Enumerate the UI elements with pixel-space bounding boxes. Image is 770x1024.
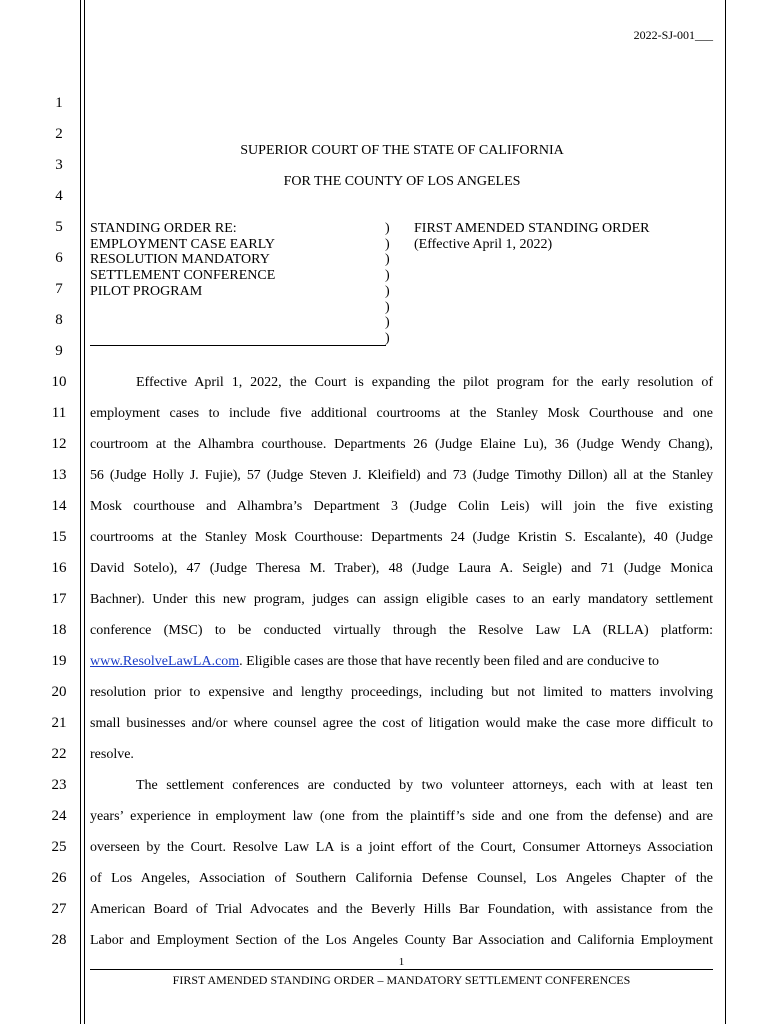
body-line: Labor and Employment Section of the Los Angeles County Bar Association and California Employment — [90, 933, 713, 948]
body-line-text: . Eligible cases are those that have recently been filed and are conducive to — [239, 654, 659, 669]
caption-paren: ) — [385, 268, 390, 284]
page-number: 1 — [398, 956, 405, 968]
line-number: 23 — [51, 777, 67, 793]
line-number: 13 — [51, 467, 67, 483]
line-number: 24 — [51, 808, 67, 824]
body-line: overseen by the Court. Resolve Law LA is a joint effort of the Court, Consumer Attorneys Association — [90, 840, 713, 855]
footer-rule — [90, 969, 713, 970]
body-line: years’ experience in employment law (one from the plaintiff’s side and one from the defense) and are — [90, 809, 713, 824]
line-number: 22 — [51, 746, 67, 762]
body-line: Mosk courthouse and Alhambra’s Department 3 (Judge Colin Leis) will join the five existing — [90, 499, 713, 514]
line-number: 10 — [51, 374, 67, 390]
body-line: resolution prior to expensive and lengthy proceedings, including but not limited to matters involving — [90, 685, 713, 700]
line-number: 18 — [51, 622, 67, 638]
line-number: 15 — [51, 529, 67, 545]
resolve-law-la-link[interactable]: www.ResolveLawLA.com — [90, 654, 240, 669]
court-county: FOR THE COUNTY OF LOS ANGELES — [283, 174, 521, 189]
caption-paren: ) — [385, 283, 390, 299]
order-title: FIRST AMENDED STANDING ORDER — [414, 221, 650, 236]
caption-left-line: RESOLUTION MANDATORY — [90, 252, 270, 268]
caption-paren: ) — [385, 252, 390, 268]
line-number: 2 — [55, 126, 63, 142]
caption-left-line: SETTLEMENT CONFERENCE — [90, 268, 276, 284]
caption-left-line: PILOT PROGRAM — [90, 283, 203, 299]
caption-paren: ) — [385, 299, 390, 315]
caption-paren: ) — [385, 221, 390, 236]
body-line: courtrooms at the Stanley Mosk Courthouse: Departments 24 (Judge Kristin S. Escalante), 40 (Judge — [90, 530, 713, 545]
left-margin-rule — [80, 0, 81, 1024]
line-number: 20 — [51, 684, 67, 700]
caption-left-line: STANDING ORDER RE: — [90, 221, 237, 236]
body-line: of Los Angeles, Association of Southern California Defense Counsel, Los Angeles Chapter of the — [90, 871, 713, 886]
body-line: Effective April 1, 2022, the Court is expanding the pilot program for the early resolution of — [136, 375, 713, 390]
document-id: 2022-SJ-001___ — [633, 28, 713, 42]
order-effective-date: (Effective April 1, 2022) — [414, 236, 553, 252]
body-line: conference (MSC) to be conducted virtually through the Resolve Law LA (RLLA) platform: — [90, 623, 713, 638]
caption-right — [414, 221, 649, 252]
body-line: courtroom at the Alhambra courthouse. Departments 26 (Judge Elaine Lu), 36 (Judge Wendy Chang), — [90, 437, 713, 452]
body-line: small businesses and/or where counsel agree the cost of litigation would make the case more difficult to — [90, 716, 713, 731]
caption-paren: ) — [385, 330, 390, 346]
body-line: Bachner). Under this new program, judges can assign eligible cases to an early mandatory settlement — [90, 592, 713, 607]
line-number: 28 — [51, 932, 67, 948]
line-number: 5 — [55, 219, 63, 235]
caption-left-line: EMPLOYMENT CASE EARLY — [90, 236, 276, 252]
line-number: 19 — [51, 653, 67, 669]
footer-title: FIRST AMENDED STANDING ORDER – MANDATORY SETTLEMENT CONFERENCES — [172, 973, 631, 987]
line-number: 8 — [55, 312, 63, 328]
left-margin-rule-inner — [84, 0, 85, 1024]
caption-paren-column — [385, 221, 390, 347]
line-number: 21 — [51, 715, 67, 731]
body-line: resolve. — [90, 747, 134, 762]
court-name: SUPERIOR COURT OF THE STATE OF CALIFORNIA — [240, 143, 564, 158]
body-line: employment cases to include five additional courtrooms at the Stanley Mosk Courthouse and one — [90, 406, 713, 421]
line-number: 17 — [51, 591, 67, 607]
body-line: The settlement conferences are conducted by two volunteer attorneys, each with at least ten — [136, 778, 713, 793]
line-number: 3 — [55, 157, 63, 173]
line-number: 16 — [51, 560, 67, 576]
caption-paren: ) — [385, 236, 390, 252]
line-number: 27 — [51, 901, 67, 917]
caption-underline — [90, 345, 386, 346]
line-number: 12 — [51, 436, 67, 452]
body-line — [90, 653, 713, 671]
line-number: 7 — [55, 281, 63, 297]
line-number: 14 — [51, 498, 67, 514]
line-number: 11 — [51, 405, 67, 421]
line-number: 25 — [51, 839, 67, 855]
line-number: 26 — [51, 870, 67, 886]
body-line: David Sotelo), 47 (Judge Theresa M. Traber), 48 (Judge Laura A. Seigle) and 71 (Judge Monica — [90, 561, 713, 576]
body-line: 56 (Judge Holly J. Fujie), 57 (Judge Steven J. Kleifield) and 73 (Judge Timothy Dillon) all at the Stanley — [90, 468, 713, 483]
line-number: 9 — [55, 343, 63, 359]
caption-paren: ) — [385, 315, 390, 331]
line-number: 1 — [55, 95, 63, 111]
right-margin-rule — [725, 0, 726, 1024]
caption-left — [90, 221, 275, 300]
body-line: American Board of Trial Advocates and the Beverly Hills Bar Foundation, with assistance from the — [90, 902, 713, 917]
line-number: 4 — [55, 188, 63, 204]
line-number: 6 — [55, 250, 63, 266]
